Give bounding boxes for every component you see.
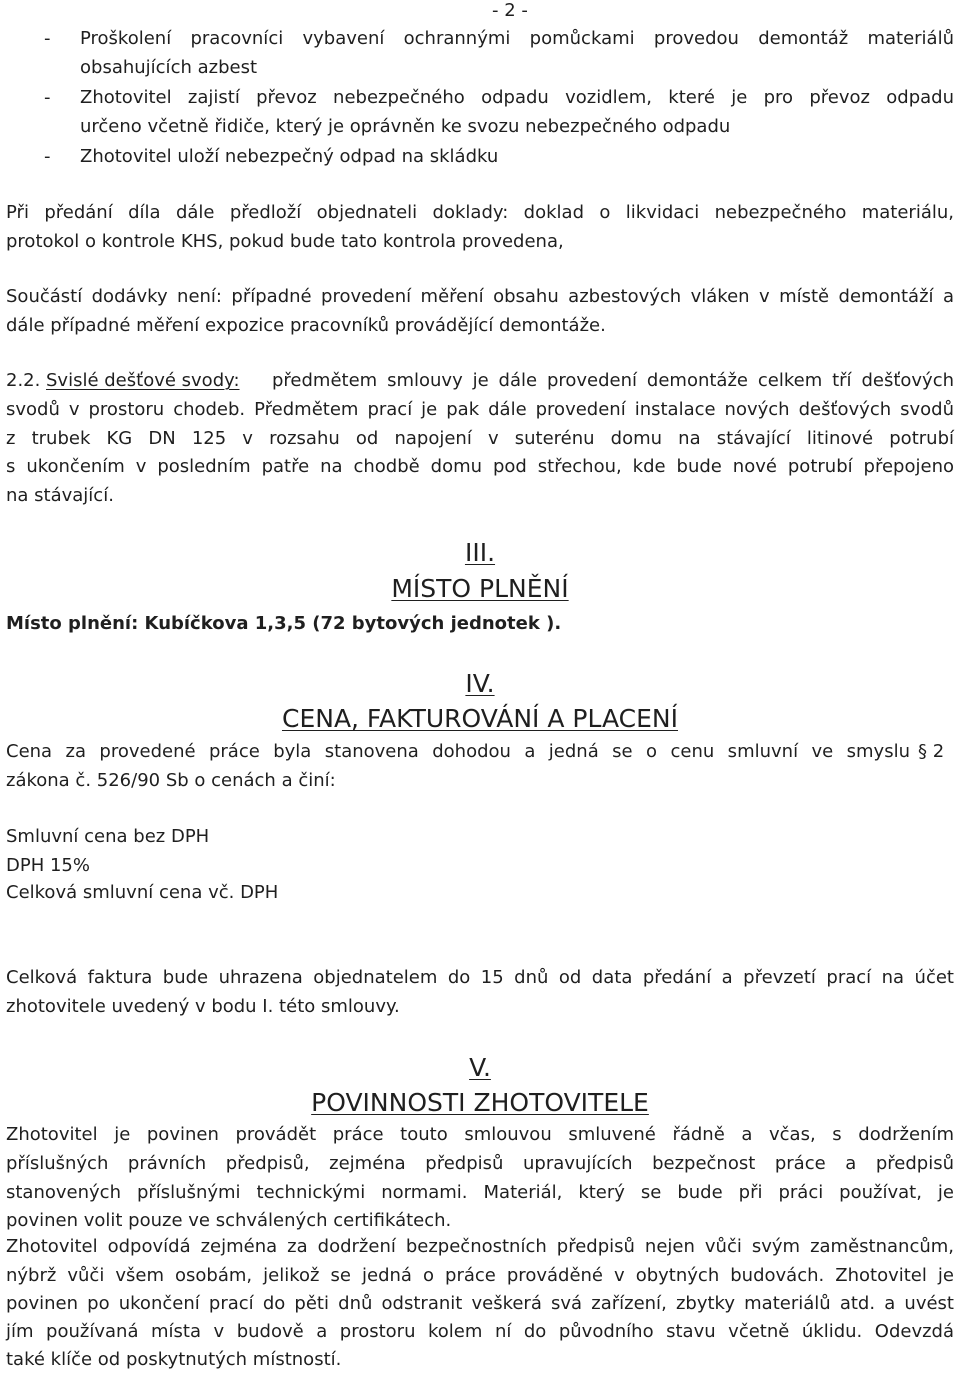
paragraph-line: zákona č. 526/90 Sb o cenách a činí: (6, 770, 336, 791)
paragraph-line: Celková faktura bude uhrazena objednatelem do 15 dnů od data předání a převzetí prací na účet (6, 967, 954, 988)
section-title: POVINNOSTI ZHOTOVITELE (311, 1088, 649, 1117)
page-number: - 2 - (492, 0, 528, 21)
price-row: Celková smluvní cena vč. DPH (6, 882, 279, 903)
paragraph-line: zhotovitele uvedený v bodu I. této smlouvy. (6, 996, 400, 1017)
section-title: CENA, FAKTUROVÁNÍ A PLACENÍ (281, 704, 678, 733)
list-item-line: určeno včetně řidiče, který je oprávněn ke svozu nebezpečného odpadu (80, 116, 731, 137)
paragraph-line: také klíče od poskytnutých místností. (6, 1349, 342, 1370)
paragraph-line: nýbrž vůči všem osobám, jelikož se jedná o práce prováděné v obytných budovách. Zhotovitel je (6, 1265, 954, 1286)
section-roman-numeral: IV. (465, 669, 495, 698)
section-heading: Svislé dešťové svody: (46, 370, 240, 391)
list-item-line: obsahujících azbest (80, 57, 258, 78)
price-row: Smluvní cena bez DPH (6, 826, 210, 847)
section-roman-numeral: V. (469, 1053, 491, 1082)
paragraph-sign: § 2 (918, 741, 945, 762)
paragraph-line: příslušných právních předpisů, zejména předpisů upravujících bezpečnost práce a předpisů (6, 1153, 954, 1174)
paragraph-line: Zhotovitel je povinen provádět práce touto smlouvou smluvené řádně a včas, s dodržením (6, 1124, 954, 1145)
paragraph-line: jím používaná místa v budově a prostoru kolem ní do původního stavu včetně úklidu. Odevzdá (6, 1321, 954, 1342)
list-item-line: Zhotovitel zajistí převoz nebezpečného odpadu vozidlem, které je pro převoz odpadu (80, 87, 954, 108)
paragraph-line: povinen volit pouze ve schválených certifikátech. (6, 1210, 452, 1231)
section-number: 2.2. (6, 370, 41, 391)
paragraph-line: protokol o kontrole KHS, pokud bude tato kontrola provedena, (6, 231, 564, 252)
list-dash: - (44, 28, 51, 49)
paragraph-line: Cena za provedené práce byla stanovena dohodou a jedná se o cenu smluvní ve smyslu (6, 741, 910, 762)
price-row: DPH 15% (6, 855, 90, 876)
section-title: MÍSTO PLNĚNÍ (391, 574, 569, 603)
paragraph-line: Součástí dodávky není: případné provedení měření obsahu azbestových vláken v místě demontáží a (6, 286, 954, 307)
place-of-performance: Místo plnění: Kubíčkova 1,3,5 (72 bytových jednotek ). (6, 613, 562, 634)
paragraph-line: s ukončením v posledním patře na chodbě domu pod střechou, kde bude nové potrubí přepojeno (6, 456, 954, 477)
list-item-line: Proškolení pracovníci vybavení ochrannými pomůckami provedou demontáž materiálů (80, 28, 954, 49)
list-dash: - (44, 146, 51, 167)
paragraph-line: Zhotovitel odpovídá zejména za dodržení bezpečnostních předpisů nejen vůči svým zaměstnancům, (6, 1236, 954, 1257)
paragraph-line: povinen po ukončení prací do pěti dnů odstranit veškerá svá zařízení, zbytky materiálů atd. a uvést (6, 1293, 954, 1314)
paragraph-line: stanovených příslušnými technickými normami. Materiál, který se bude při práci používat, je (6, 1182, 954, 1203)
paragraph-line: z trubek KG DN 125 v rozsahu od napojení v suterénu domu na stávající litinové potrubí (6, 428, 954, 449)
paragraph-line: na stávající. (6, 485, 114, 506)
paragraph-line: Při předání díla dále předloží objednateli doklady: doklad o likvidaci nebezpečného materiálu, (6, 202, 954, 223)
section-roman-numeral: III. (464, 538, 496, 567)
paragraph-line: dále případné měření expozice pracovníků provádějící demontáže. (6, 315, 606, 336)
list-item-line: Zhotovitel uloží nebezpečný odpad na skládku (80, 146, 499, 167)
paragraph-line: svodů v prostoru chodeb. Předmětem prací je pak dále provedení instalace nových dešťových svodů (6, 399, 954, 420)
paragraph-line: předmětem smlouvy je dále provedení demontáže celkem tří dešťových (272, 370, 954, 391)
list-dash: - (44, 87, 51, 108)
